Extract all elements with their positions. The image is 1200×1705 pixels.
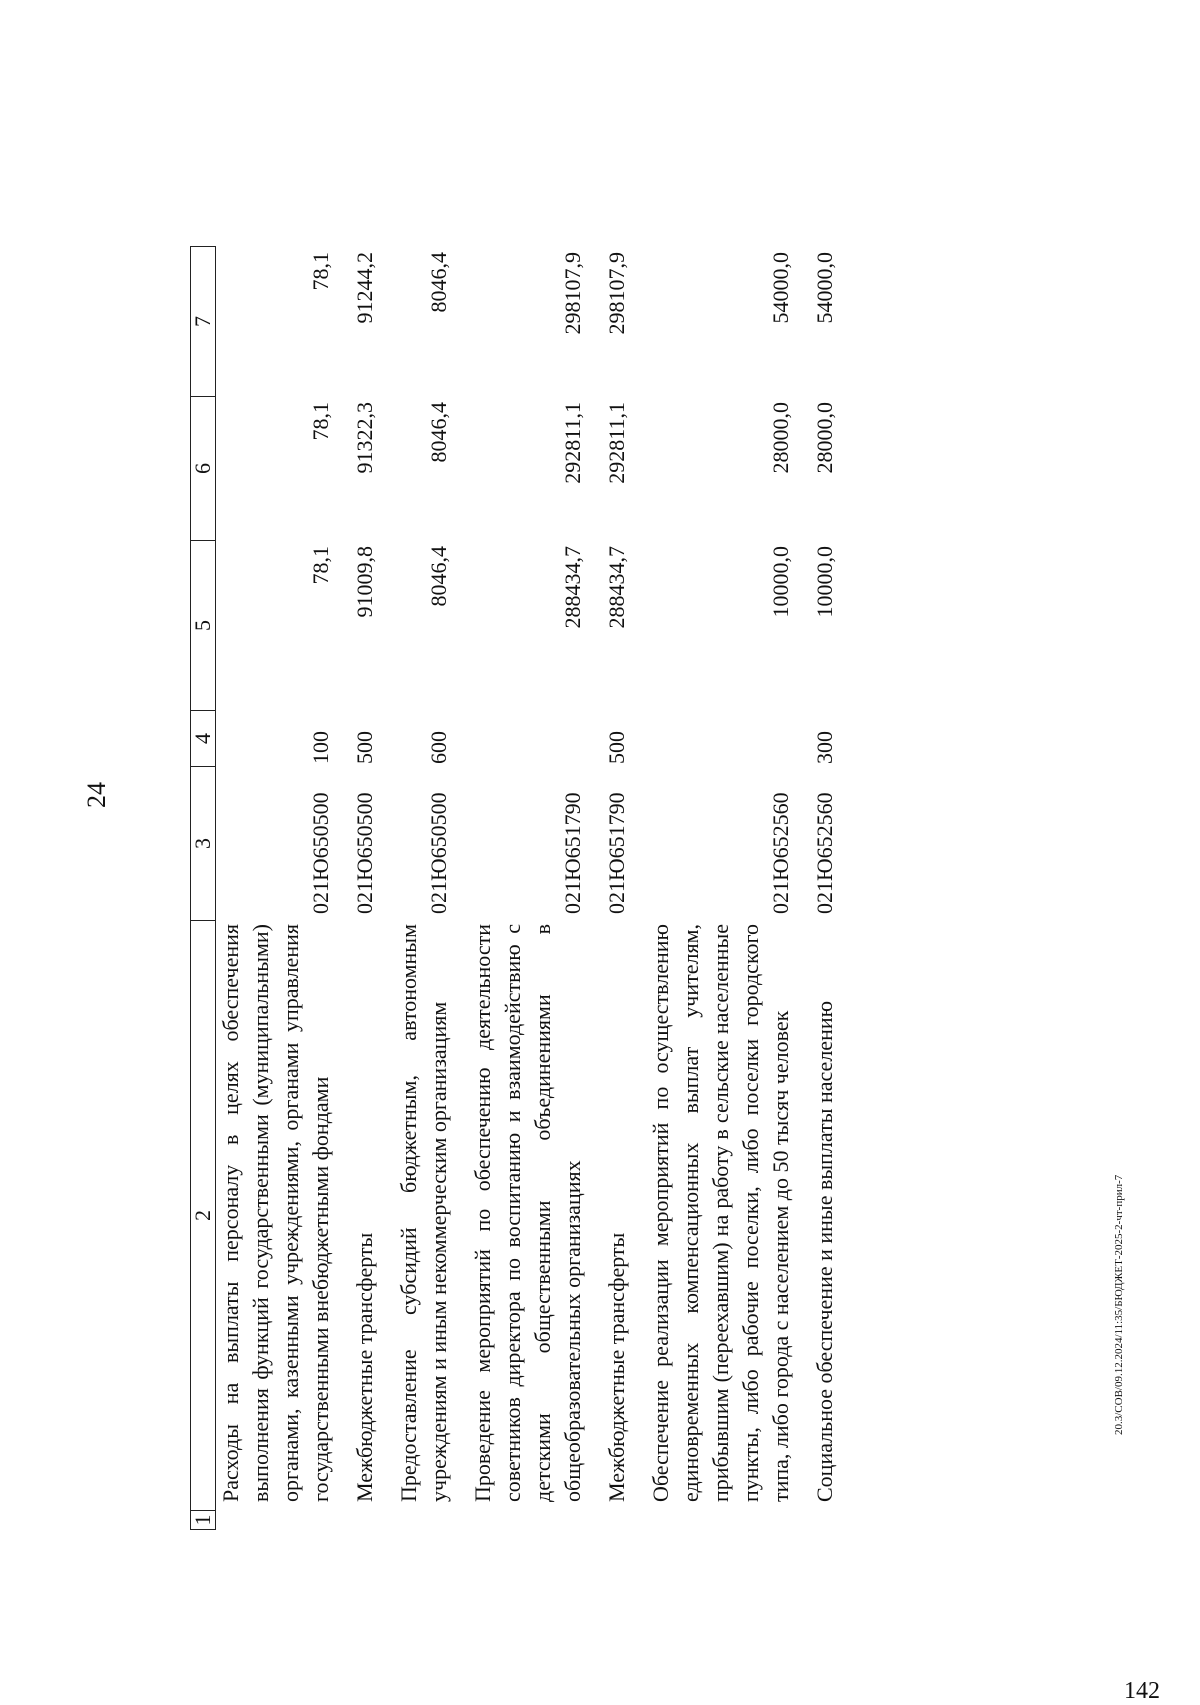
cell-description: Обеспечение реализации мероприятий по осуществлению единовременных компенсационных выплат учителям, прибывшим (переехавшим) на работу в сельские населенные пункты, либо рабочие поселки, либо поселки городского типа, либо города с населением до 50 тысяч человек: [648, 924, 793, 1502]
table-row: [602, 106, 632, 1530]
cell-value-5: 288434,7: [560, 546, 585, 629]
cell-value-5: 8046,4: [426, 546, 451, 607]
header-col-6: 6: [190, 396, 216, 540]
cell-value-5: 10000,0: [768, 546, 793, 618]
page-number-top: 24: [82, 782, 111, 808]
cell-code: 021Ю652560: [768, 792, 793, 914]
cell-type: 500: [604, 731, 629, 764]
cell-value-6: 28000,0: [768, 402, 793, 474]
cell-value-7: 54000,0: [812, 252, 837, 324]
table-row: [216, 106, 336, 1530]
cell-code: 021Ю650500: [426, 792, 451, 914]
cell-type: 300: [812, 731, 837, 764]
document-code: 20.3/СОВ/09.12.2024/11:35/БЮДЖЕТ-2025-2-чт-прил-7: [1113, 1174, 1125, 1435]
cell-value-7: 8046,4: [426, 252, 451, 313]
header-col-2: 2: [190, 920, 216, 1510]
cell-value-7: 78,1: [308, 252, 333, 291]
cell-code: 021Ю651790: [604, 792, 629, 914]
cell-description: Социальное обеспечение и иные выплаты населению: [812, 1000, 837, 1502]
cell-code: 021Ю650500: [308, 792, 333, 914]
cell-code: 021Ю651790: [560, 792, 585, 914]
cell-value-6: 28000,0: [812, 402, 837, 474]
cell-value-7: 54000,0: [768, 252, 793, 324]
cell-description: Межбюджетные трансферты: [604, 1232, 629, 1502]
cell-description: Расходы на выплаты персоналу в целях обеспечения выполнения функций государственными (муниципальными) органами, казенными учреждениями, органами управления государственными внебюджетными фондами: [218, 924, 333, 1502]
cell-code: 021Ю652560: [812, 792, 837, 914]
cell-type: 500: [352, 731, 377, 764]
table-row: [646, 106, 796, 1530]
header-col-3: 3: [190, 766, 216, 920]
table-row: [394, 106, 454, 1530]
cell-value-5: 288434,7: [604, 546, 629, 629]
header-col-1: 1: [190, 1510, 216, 1530]
cell-value-7: 298107,9: [604, 252, 629, 335]
table-row: [350, 106, 380, 1530]
header-col-4: 4: [190, 710, 216, 766]
header-col-7: 7: [190, 246, 216, 396]
cell-value-6: 8046,4: [426, 402, 451, 463]
cell-value-5: 78,1: [308, 546, 333, 585]
cell-value-6: 91322,3: [352, 402, 377, 474]
cell-value-6: 292811,1: [604, 402, 629, 484]
cell-value-7: 91244,2: [352, 252, 377, 324]
cell-description: Межбюджетные трансферты: [352, 1232, 377, 1502]
table-row: [810, 106, 840, 1530]
cell-type: 600: [426, 731, 451, 764]
cell-description: Предоставление субсидий бюджетным, автономным учреждениям и иным некоммерческим организациям: [396, 924, 451, 1502]
cell-value-6: 292811,1: [560, 402, 585, 484]
cell-description: Проведение мероприятий по обеспечению деятельности советников директора по воспитанию и взаимодействию с детскими общественными объединениями в общеобразовательных организациях: [470, 924, 585, 1502]
cell-value-5: 91009,8: [352, 546, 377, 618]
cell-value-5: 10000,0: [812, 546, 837, 618]
cell-type: 100: [308, 731, 333, 764]
budget-table: [190, 106, 840, 1530]
page-number-bottom: 142: [1124, 1678, 1160, 1704]
cell-code: 021Ю650500: [352, 792, 377, 914]
table-header-row: [190, 106, 216, 1530]
cell-value-6: 78,1: [308, 402, 333, 441]
table-row: [468, 106, 588, 1530]
cell-value-7: 298107,9: [560, 252, 585, 335]
header-col-5: 5: [190, 540, 216, 710]
